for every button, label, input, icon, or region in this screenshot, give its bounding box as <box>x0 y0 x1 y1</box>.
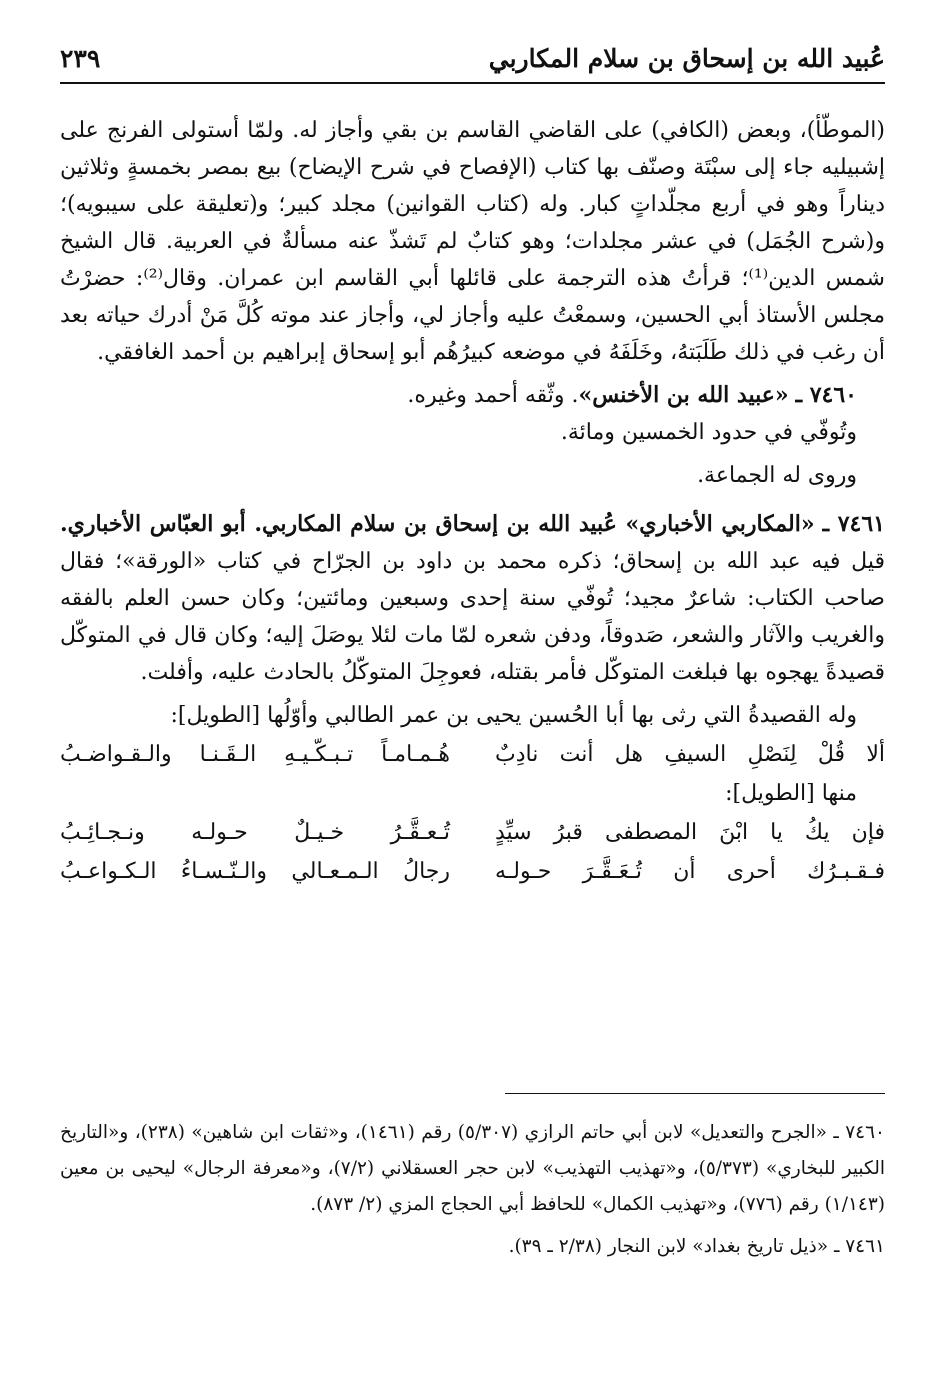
entry-7460-line1: . وثّقه أحمد وغيره. <box>407 383 579 408</box>
footnote-7461: ٧٤٦١ ـ «ذيل تاريخ بغداد» لابن النجار (٢/٣٨ ـ ٣٩). <box>508 1236 885 1257</box>
entry-7461-text: قيل فيه عبد الله بن إسحاق؛ ذكره محمد بن داود بن الجرّاح في كتاب «الورقة»؛ فقال صاحب الكتاب: شاعرٌ مجيد؛ تُوفّي سنة إحدى وسبعين ومائتين؛ وكان حسن العلم بالفقه والغريب والآثار والشعر، صَدوقاً، ودفن شعره لمّا مات لئلا يوصَلَ إليه؛ وكان قال في المتوكّل قصيدةً يهجوه بها فبلغت المتوكّل فأمر بقتله، فعوجِلَ المتوكّلُ بالحادث عليه، وأفلت. <box>60 549 885 685</box>
poem-block <box>60 697 885 890</box>
verse-1-right-hemistich: ألا قُلْ لِنَصْلِ السيفِ هل أنت نادِبٌ <box>495 742 885 767</box>
entry-7460 <box>60 377 885 494</box>
running-head: عُبيد الله بن إسحاق بن سلام المكاربي <box>488 44 885 73</box>
entry-7461-heading: «المكاربي الأخباري» عُبيد الله بن إسحاق بن سلام المكاربي. أبو العبّاس الأخباري. <box>60 511 815 537</box>
verse-2-right-hemistich: فإن يكُ يا ابْنَ المصطفى قبرُ سيِّدٍ <box>495 820 885 845</box>
verse-3 <box>60 853 885 890</box>
verse-1-left-hemistich: هُـمـامـاً تـبـكّـيـهِ الـقَـنـا والـقـواضـبُ <box>60 742 450 767</box>
page-number: ٢٣٩ <box>60 44 101 73</box>
entry-7460-line3: وروى له الجماعة. <box>697 463 857 488</box>
entry-7461 <box>60 506 885 691</box>
entry-7461-number: ٧٤٦١ ـ <box>822 511 885 537</box>
footnotes <box>60 1115 885 1265</box>
entry-7460-name: «عبيد الله بن الأخنس» <box>578 382 789 408</box>
footnote-7460: ٧٤٦٠ ـ «الجرح والتعديل» لابن أبي حاتم الرازي (٥/٣٠٧) رقم (١٤٦١)، و«ثقات ابن شاهين» (٢٣٨)، و«التاريخ الكبير للبخاري» (٥/٣٧٣)، و«تهذيب التهذيب» لابن حجر العسقلاني (٧/٢)، و«معرفة الرجال» ليحيى بن معين (١/١٤٣) رقم (٧٧٦)، و«تهذيب الكمال» للحافظ أبي الحجاج المزي (٢/ ٨٧٣). <box>60 1122 886 1215</box>
entry-7460-number: ٧٤٦٠ ـ <box>795 382 857 408</box>
verse-3-right-hemistich: فـقـبـرُك أحرى أن تُـعَـقَّـرَ حـولـه <box>495 859 885 884</box>
intro-paragraph: (الموطّأ)، وبعض (الكافي) على القاضي القاسم بن بقي وأجاز له. ولمّا أستولى الفرنج على إشبيليه جاء إلى سبْتَة وصنّف بها كتاب (الإفصاح في شرح الإيضاح) بيع بمصر بخمسةٍ وثلاثين ديناراً وهو في أربع مجلّداتٍ كبار. وله (كتاب القوانين) مجلد كبير؛ و(تعليقة على سيبويه)؛ و(شرح الجُمَل) في عشر مجلدات؛ وهو كتابٌ لم تَشذّ عنه مسألةٌ في العربية. قال الشيخ شمس الدين⁽¹⁾؛ قرأتُ هذه الترجمة على قائلها أبي القاسم ابن عمران. وقال⁽²⁾: حضرْتُ مجلس الأستاذ أبي الحسين، وسمعْتُ عليه وأجاز لي، وأجاز عند موته كُلَّ مَنْ أدرك حياته بعد أن رغب في ذلك طَلَبَتهُ، وخَلَفَهُ في موضعه كبيرُهُم أبو إسحاق إبراهيم بن أحمد الغافقي. <box>60 118 885 365</box>
page-header <box>60 38 885 84</box>
verse-2-left-hemistich: تُـعـقَّـرُ خـيـلٌ حـولـه ونـجـائِـبُ <box>60 820 450 845</box>
verse-1 <box>60 736 885 773</box>
entry-7460-line2: وتُوفّي في حدود الخمسين ومائة. <box>560 420 857 445</box>
entry-7460-first-line <box>60 377 885 414</box>
footnote-separator <box>505 1093 885 1094</box>
poem-intro-2: منها [الطويل]: <box>725 781 857 806</box>
verse-3-left-hemistich: رجالُ الـمـعـالي والـنّـسـاءُ الـكـواعـبُ <box>60 859 450 884</box>
main-text <box>60 112 885 892</box>
poem-intro: وله القصيدةُ التي رثى بها أبا الحُسين يحيى بن عمر الطالبي وأوّلُها [الطويل]: <box>170 703 857 728</box>
verse-2 <box>60 814 885 851</box>
